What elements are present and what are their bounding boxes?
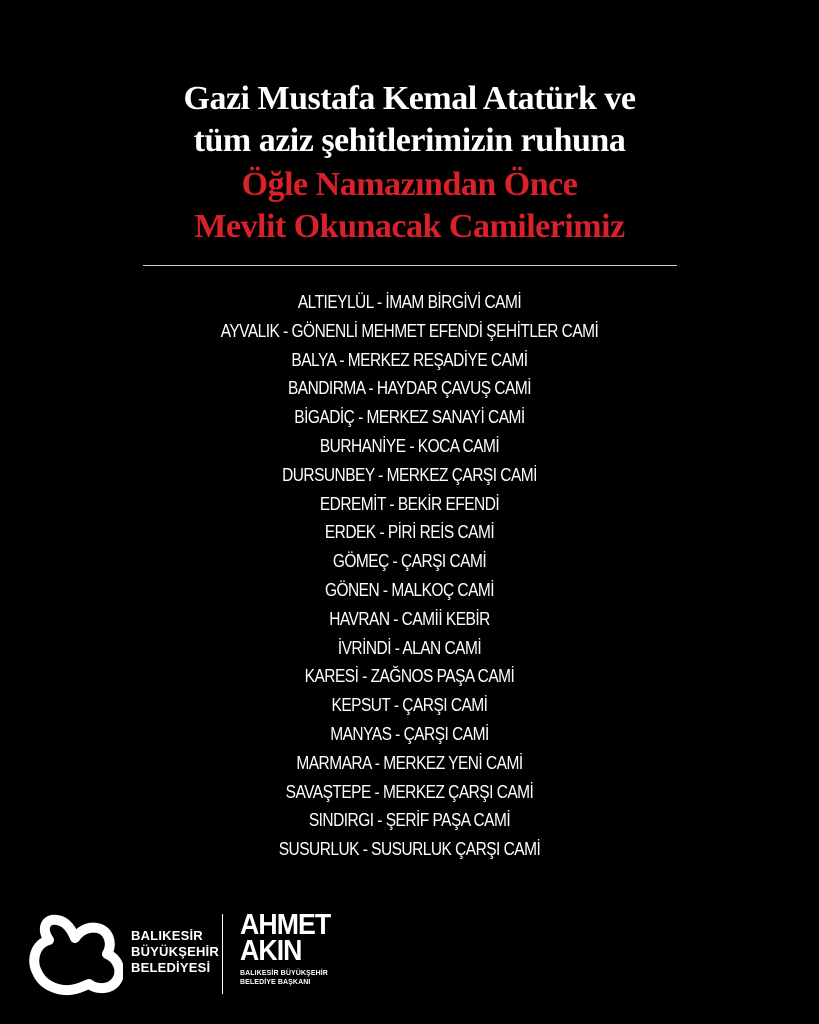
mayor-name-line: AHMET: [240, 909, 331, 941]
headline-line-2: tüm aziz şehitlerimizin ruhuna: [193, 122, 626, 159]
mosque-list-item: SINDIRGI - ŞERİF PAŞA CAMİ: [308, 810, 511, 831]
mosque-list-item: AYVALIK - GÖNENLİ MEHMET EFENDİ ŞEHİTLER CAMİ: [220, 320, 599, 341]
mosque-list-item: GÖMEÇ - ÇARŞI CAMİ: [332, 551, 487, 572]
divider: [143, 265, 677, 266]
mosque-list-item: BALYA - MERKEZ REŞADİYE CAMİ: [291, 349, 528, 370]
mosque-list-item: SAVAŞTEPE - MERKEZ ÇARŞI CAMİ: [285, 781, 534, 802]
mosque-list-item: DURSUNBEY - MERKEZ ÇARŞI CAMİ: [282, 464, 537, 485]
headline-line-3: Öğle Namazından Önce: [241, 166, 578, 203]
municipality-name-line: BÜYÜKŞEHİR: [131, 944, 219, 959]
mosque-list: [0, 288, 819, 864]
mosque-list-item: ERDEK - PİRİ REİS CAMİ: [324, 522, 495, 543]
mosque-list-item: SUSURLUK - SUSURLUK ÇARŞI CAMİ: [278, 839, 541, 860]
mosque-list-item: BURHANİYE - KOCA CAMİ: [319, 435, 500, 456]
mayor-name-line: AKIN: [240, 935, 302, 967]
mosque-list-item: İVRİNDİ - ALAN CAMİ: [337, 637, 482, 658]
mosque-list-item: MANYAS - ÇARŞI CAMİ: [330, 723, 489, 744]
mosque-list-item: MARMARA - MERKEZ YENİ CAMİ: [296, 752, 523, 773]
mayor-title-line: BELEDİYE BAŞKANI: [240, 979, 311, 986]
footer-separator: [222, 914, 223, 994]
mosque-list-item: BANDIRMA - HAYDAR ÇAVUŞ CAMİ: [287, 378, 532, 399]
heart-b-logo-icon: [27, 910, 123, 996]
mosque-list-item: BİGADİÇ - MERKEZ SANAYİ CAMİ: [294, 407, 525, 428]
municipality-name-line: BALIKESİR: [131, 928, 203, 943]
mosque-list-item: GÖNEN - MALKOÇ CAMİ: [324, 579, 495, 600]
mosque-list-item: KEPSUT - ÇARŞI CAMİ: [331, 695, 488, 716]
municipality-name: [131, 928, 219, 976]
mosque-list-item: HAVRAN - CAMİİ KEBİR: [329, 608, 490, 629]
mosque-list-item: ALTIEYLÜL - İMAM BİRGİVİ CAMİ: [297, 292, 522, 312]
mayor-title-line: BALIKESİR BÜYÜKŞEHİR: [240, 970, 328, 977]
mayor-title: [240, 969, 328, 987]
mosque-list-item: KARESİ - ZAĞNOS PAŞA CAMİ: [304, 666, 515, 687]
mayor-name: [240, 909, 331, 967]
mosque-list-item: EDREMİT - BEKİR EFENDİ: [319, 493, 500, 514]
headline-line-1: Gazi Mustafa Kemal Atatürk ve: [183, 80, 636, 117]
headline-line-4: Mevlit Okunacak Camilerimiz: [194, 208, 625, 245]
municipality-name-line: BELEDİYESİ: [131, 960, 211, 975]
